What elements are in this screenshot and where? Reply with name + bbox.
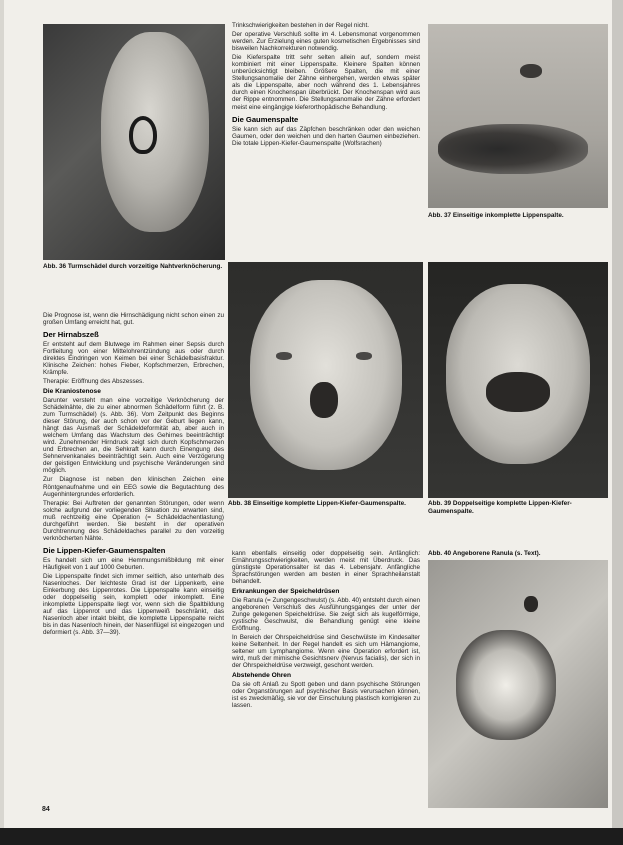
paragraph: In Bereich der Ohrspeicheldrüse sind Geschwülste im Kindesalter keine Seltenheit. In der Regel handelt es sich um Hämangiome, seltener um Lymphangiome. Wenn eine Operation erfordert ist, wird, muß der mimische Gesichtsnerv (Nervus facialis), der sich in der Ohrspeicheldrüse verzweigt, geschont werden. (232, 634, 420, 670)
heading-speicheldruesen: Erkrankungen der Speicheldrüsen (232, 588, 340, 596)
paragraph: Therapie: Eröffnung des Abszesses. (43, 378, 145, 386)
paragraph: Der operative Verschluß sollte im 4. Lebensmonat vorgenommen werden. Zur Erzielung eines guten kosmetischen Ergebnisses sind bisweilen Nachkorrekturen notwendig. (232, 31, 420, 53)
caption-abb40: Abb. 40 Angeborene Ranula (s. Text). (428, 550, 541, 557)
caption-abb37: Abb. 37 Einseitige inkomplette Lippenspalte. (428, 212, 564, 219)
paragraph: kann ebenfalls einseitig oder doppelseitig sein. Anfänglich: Ernährungsschwierigkeiten, werden meist mit Überdruck. Das günstigste Operationsalter ist das 4. Lebensjahr. Anfängliche Sprachstörungen werden am besten in einer Sprachheilanstalt behandelt. (232, 550, 420, 586)
page-number: 84 (42, 806, 50, 813)
paragraph: Sie kann sich auf das Zäpfchen beschränken oder den weichen Gaumen, oder den weichen und den harten Gaumen einbeziehen. Die totale Lippen-Kiefer-Gaumenspalte (Wolfsrachen) (232, 125, 420, 147)
text-column-left (43, 312, 224, 638)
paragraph: Die Prognose ist, wenn die Hirnschädigung nicht schon einen zu großen Umfang erreicht hat, gut. (43, 312, 224, 327)
page-edge-left (0, 0, 4, 845)
paragraph: Die Ranula (= Zungengeschwulst) (s. Abb. 40) entsteht durch einen angeborenen Verschluß des Ausführungsganges der unter der Zunge gelegenen Speicheldrüse. Sie zeigt sich als kugelförmige, cystische Geschwulst, die Behandlung genügt eine kleine Eröffnung. (232, 596, 420, 633)
paragraph: Zur Diagnose ist neben den klinischen Zeichen eine Röntgenaufnahme und ein EEG sowie die Begutachtung des Augenhintergrundes erforderlich. (43, 476, 224, 498)
heading-gaumenspalte: Die Gaumenspalte (232, 114, 299, 124)
heading-abstehende-ohren: Abstehende Ohren (232, 672, 291, 680)
paragraph: Da sie oft Anlaß zu Spott geben und dann psychische Störungen oder Organstörungen auf psychischer Basis verursachen können, ist es zweckmäßig, sie vor der Einschulung plastisch korrigieren zu lassen. (232, 680, 420, 710)
paragraph: Trinkschwierigkeiten bestehen in der Regel nicht. (232, 22, 369, 29)
text-column-mid-bottom (232, 550, 420, 711)
paragraph: Die Kieferspalte tritt sehr selten allein auf, sondern meist kombiniert mit einer Lippenspalte. Kleinere Spalten können unberücksichtigt bleiben. Größere Spalten, die mit einer Stellungsanomalie der Zähne einhergehen, werden etwas später als die Lippenspalte, aber noch während des 1. Lebensjahres durch einen Knochenspan überbrückt. Der Knochenspan wird aus der Rippe entnommen. Die Stellungsanomalie der Zähne erfordert meist eine eingängige kieferorthopädische Behandlung. (232, 54, 420, 111)
caption-abb36: Abb. 36 Turmschädel durch vorzeitige Nahtverknöcherung. (43, 263, 223, 270)
photo-abb36-turmschaedel (43, 24, 225, 260)
caption-abb39: Abb. 39 Doppelseitige komplette Lippen-Kiefer-Gaumenspalte. (428, 500, 572, 515)
scan-bottom-border (0, 828, 623, 845)
page-edge-right (612, 0, 623, 845)
photo-abb40-ranula (428, 560, 608, 808)
heading-hirnabszess: Der Hirnabszeß (43, 330, 99, 340)
paragraph: Darunter versteht man eine vorzeitige Verknöcherung der Schädelnähte, die zu einer abnormen Schädelform führt (z. B. zum Turmschädel) (s. Abb. 36). Vom Zeitpunkt des Beginns dieser Störung, der auch schon vor der Geburt liegen kann, hängt das Ausmaß der Schädeldeformität ab, aber auch in welchem Umfang das Wachstum des Gehirnes beeinträchtigt wird. Zunehmender Hirndruck zeigt sich durch Kopfschmerzen und Erbrechen an, die Sehkraft kann durch Einengung des Sehnervenkanales beeinträchtigt sein. Auch eine Verzögerung der geistigen Entwicklung und psychische Veränderungen sind möglich. (43, 396, 224, 475)
paragraph: Er entsteht auf dem Blutwege im Rahmen einer Sepsis durch Fortleitung von einer Mittelohrentzündung aus oder durch direktes Eindringen von Keimen bei einer Schädelbasisfraktur. Klinische Zeichen: hohes Fieber, Kopfschmerzen, Erbrechen, Krämpfe. (43, 341, 224, 377)
photo-abb39-lkg-spalte-doppelseitig (428, 262, 608, 498)
paragraph: Es handelt sich um eine Hemmungsmißbildung mit einer Häufigkeit von 1 auf 1000 Geburten. (43, 556, 224, 571)
paragraph: Die Lippenspalte findet sich immer seitlich, also unterhalb des Nasenloches. Der leichteste Grad ist der Lippenkerb, eine Einkerbung des Lippenrotes. Die Lippenspalte kann einseitig oder doppelseitig sein, komplett oder inkomplett. Eine inkomplette Lippenspalte liegt vor, wenn sich die Spaltbildung auf das Lippenrot und das Lippenweiß beschränkt, das Nasenloch aber intakt bleibt, die komplette Lippenspalte reicht bis in das Nasenloch hinein, der Nasenflügel ist eingezogen und deformiert (s. Abb. 37—39). (43, 573, 224, 637)
heading-kraniostenose: Die Kraniostenose (43, 388, 101, 396)
photo-abb38-lkg-spalte-einseitig (228, 262, 423, 498)
photo-abb37-lippenspalte (428, 24, 608, 208)
text-column-mid-top (232, 22, 420, 149)
heading-lippen-kiefer-gaumenspalten: Die Lippen-Kiefer-Gaumenspalten (43, 545, 166, 555)
paragraph: Therapie: Bei Auftreten der genannten Störungen, oder wenn solche aufgrund der vorliegenden Situation zu erwarten sind, muß rechtzeitig eine Operation (= Schädeldachentlastung) durchgeführt werden. Sie besteht in der operativen Durchtrennung des Schädeldaches parallel zu den vorzeitig verknöcherten Nähte. (43, 499, 224, 542)
caption-abb38: Abb. 38 Einseitige komplette Lippen-Kiefer-Gaumenspalte. (228, 500, 406, 507)
